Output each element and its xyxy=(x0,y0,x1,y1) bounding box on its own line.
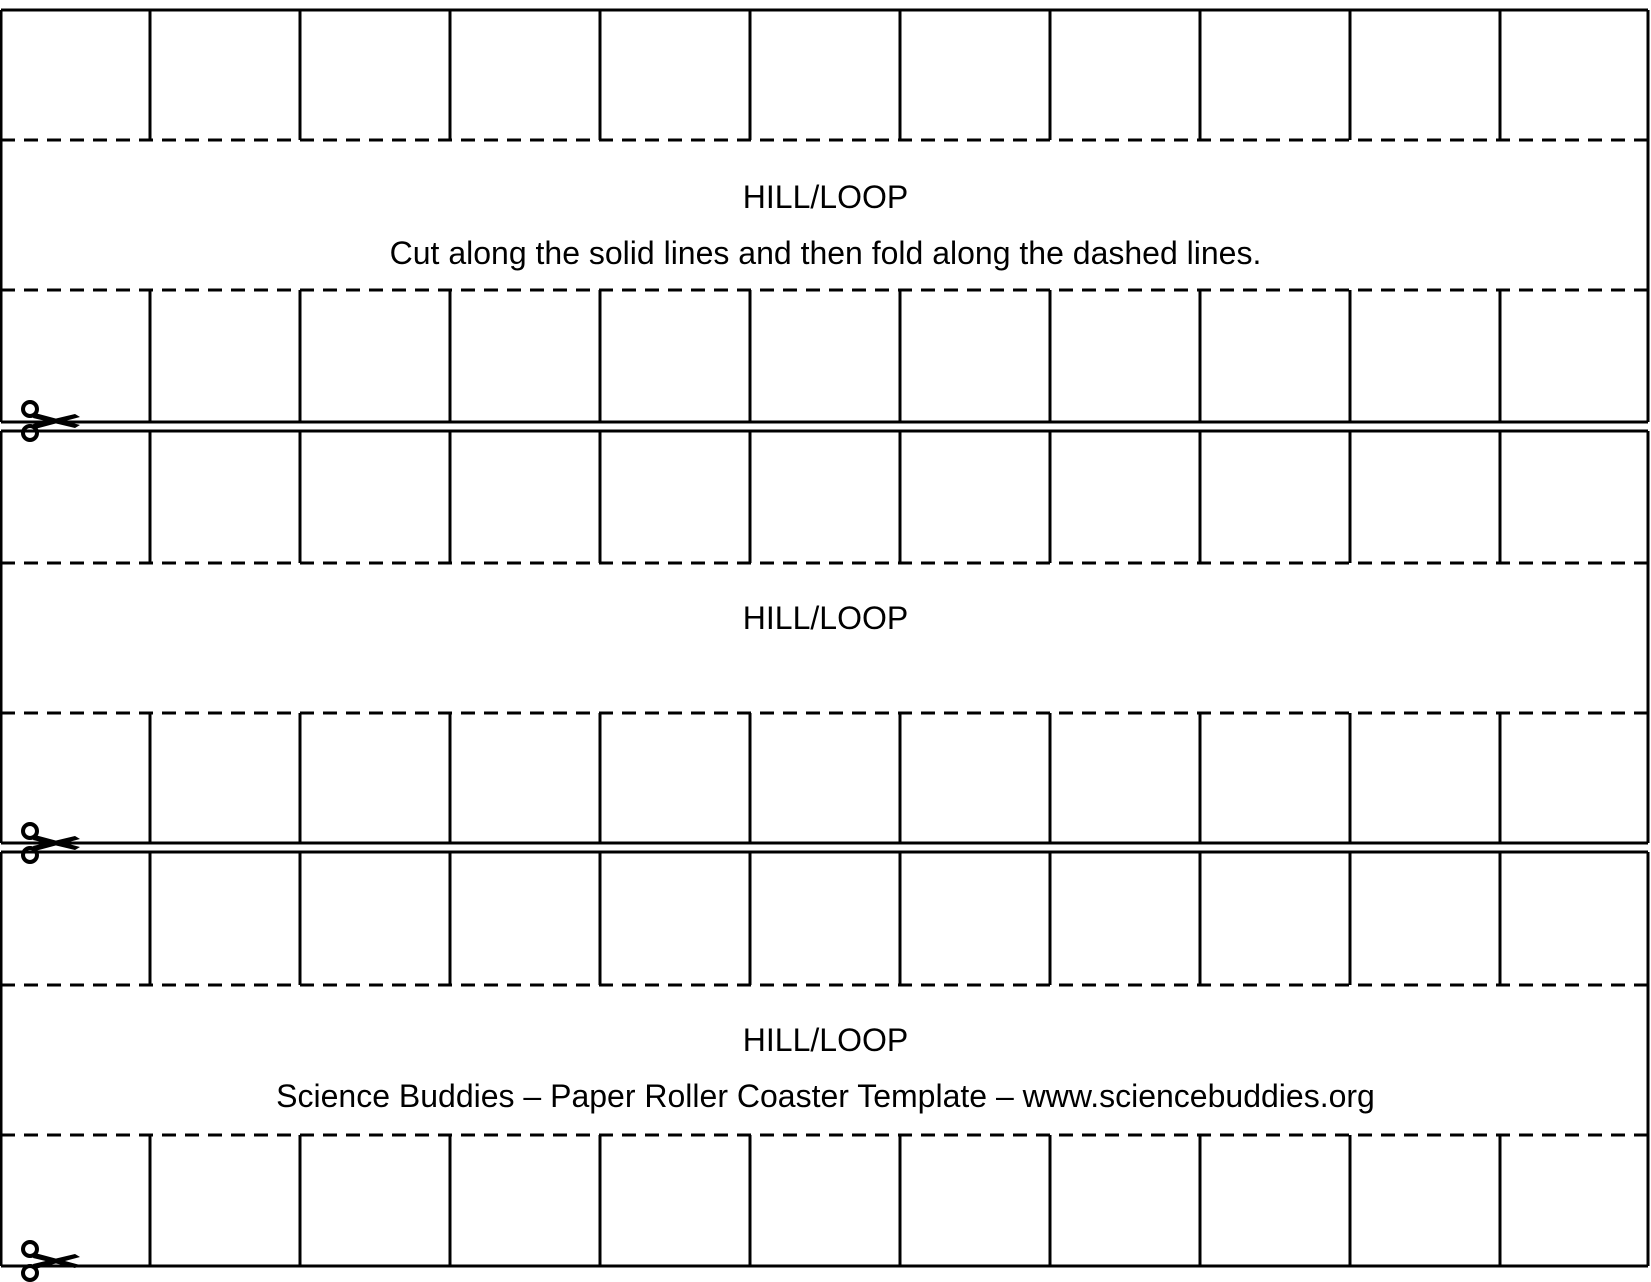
strip-3-credit: Science Buddies – Paper Roller Coaster Template – www.sciencebuddies.org xyxy=(276,1078,1375,1114)
scissors-icon xyxy=(18,400,82,442)
strip-1-title: HILL/LOOP xyxy=(742,179,909,215)
scissors-icon xyxy=(18,1240,82,1282)
strip-1-instructions: Cut along the solid lines and then fold along the dashed lines. xyxy=(389,235,1262,271)
strip-3-title: HILL/LOOP xyxy=(742,1022,909,1058)
scissors-icon xyxy=(18,822,82,864)
strip-2-title: HILL/LOOP xyxy=(742,600,909,636)
